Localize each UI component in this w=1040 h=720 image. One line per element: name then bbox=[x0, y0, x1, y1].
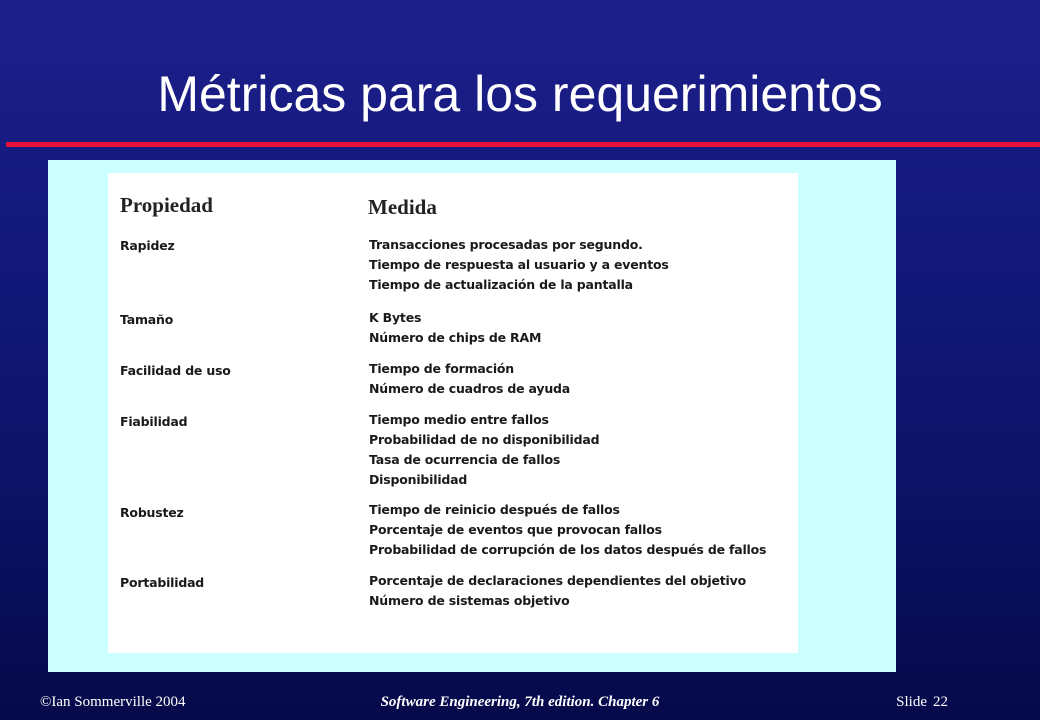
property-facilidad-de-uso: Facilidad de uso bbox=[120, 363, 231, 378]
measures-robustez bbox=[369, 500, 766, 560]
measure-item: Disponibilidad bbox=[369, 472, 468, 487]
property-portabilidad: Portabilidad bbox=[120, 575, 205, 590]
measure-item: K Bytes bbox=[369, 310, 422, 325]
measures-tamano bbox=[369, 308, 541, 348]
measures-fiabilidad bbox=[369, 410, 599, 490]
measure-item: Número de sistemas objetivo bbox=[369, 593, 570, 608]
title-divider bbox=[6, 142, 1040, 147]
column-header-measure: Medida bbox=[368, 195, 437, 219]
measure-item: Tiempo de formación bbox=[369, 361, 515, 376]
measure-item: Tiempo de respuesta al usuario y a eventos bbox=[369, 257, 669, 272]
property-rapidez: Rapidez bbox=[120, 238, 175, 253]
measure-item: Tasa de ocurrencia de fallos bbox=[369, 452, 561, 467]
measure-item: Número de chips de RAM bbox=[369, 330, 542, 345]
measures-rapidez bbox=[369, 235, 669, 295]
measure-item: Tiempo de reinicio después de fallos bbox=[369, 502, 620, 517]
measure-item: Tiempo de actualización de la pantalla bbox=[369, 277, 633, 292]
measure-item: Transacciones procesadas por segundo. bbox=[369, 237, 643, 252]
measures-facilidad-de-uso bbox=[369, 359, 570, 399]
measure-item: Probabilidad de no disponibilidad bbox=[369, 432, 600, 447]
property-fiabilidad: Fiabilidad bbox=[120, 414, 188, 429]
footer-copyright: ©Ian Sommerville 2004 bbox=[40, 694, 186, 710]
measure-item: Tiempo medio entre fallos bbox=[369, 412, 549, 427]
slide-number: 22 bbox=[933, 694, 948, 710]
measure-item: Probabilidad de corrupción de los datos después de fallos bbox=[369, 542, 767, 557]
metrics-table bbox=[108, 173, 798, 653]
column-header-property: Propiedad bbox=[120, 193, 213, 217]
slide-label: Slide bbox=[896, 694, 927, 710]
footer-book-title: Software Engineering, 7th edition. Chapter 6 bbox=[380, 694, 660, 710]
measures-portabilidad bbox=[369, 571, 746, 611]
measure-item: Porcentaje de eventos que provocan fallos bbox=[369, 522, 662, 537]
property-robustez: Robustez bbox=[120, 505, 184, 520]
property-tamano: Tamaño bbox=[120, 312, 174, 327]
footer-slide-number bbox=[896, 693, 948, 711]
measure-item: Porcentaje de declaraciones dependientes del objetivo bbox=[369, 573, 746, 588]
measure-item: Número de cuadros de ayuda bbox=[369, 381, 571, 396]
slide-title: Métricas para los requerimientos bbox=[157, 66, 883, 122]
